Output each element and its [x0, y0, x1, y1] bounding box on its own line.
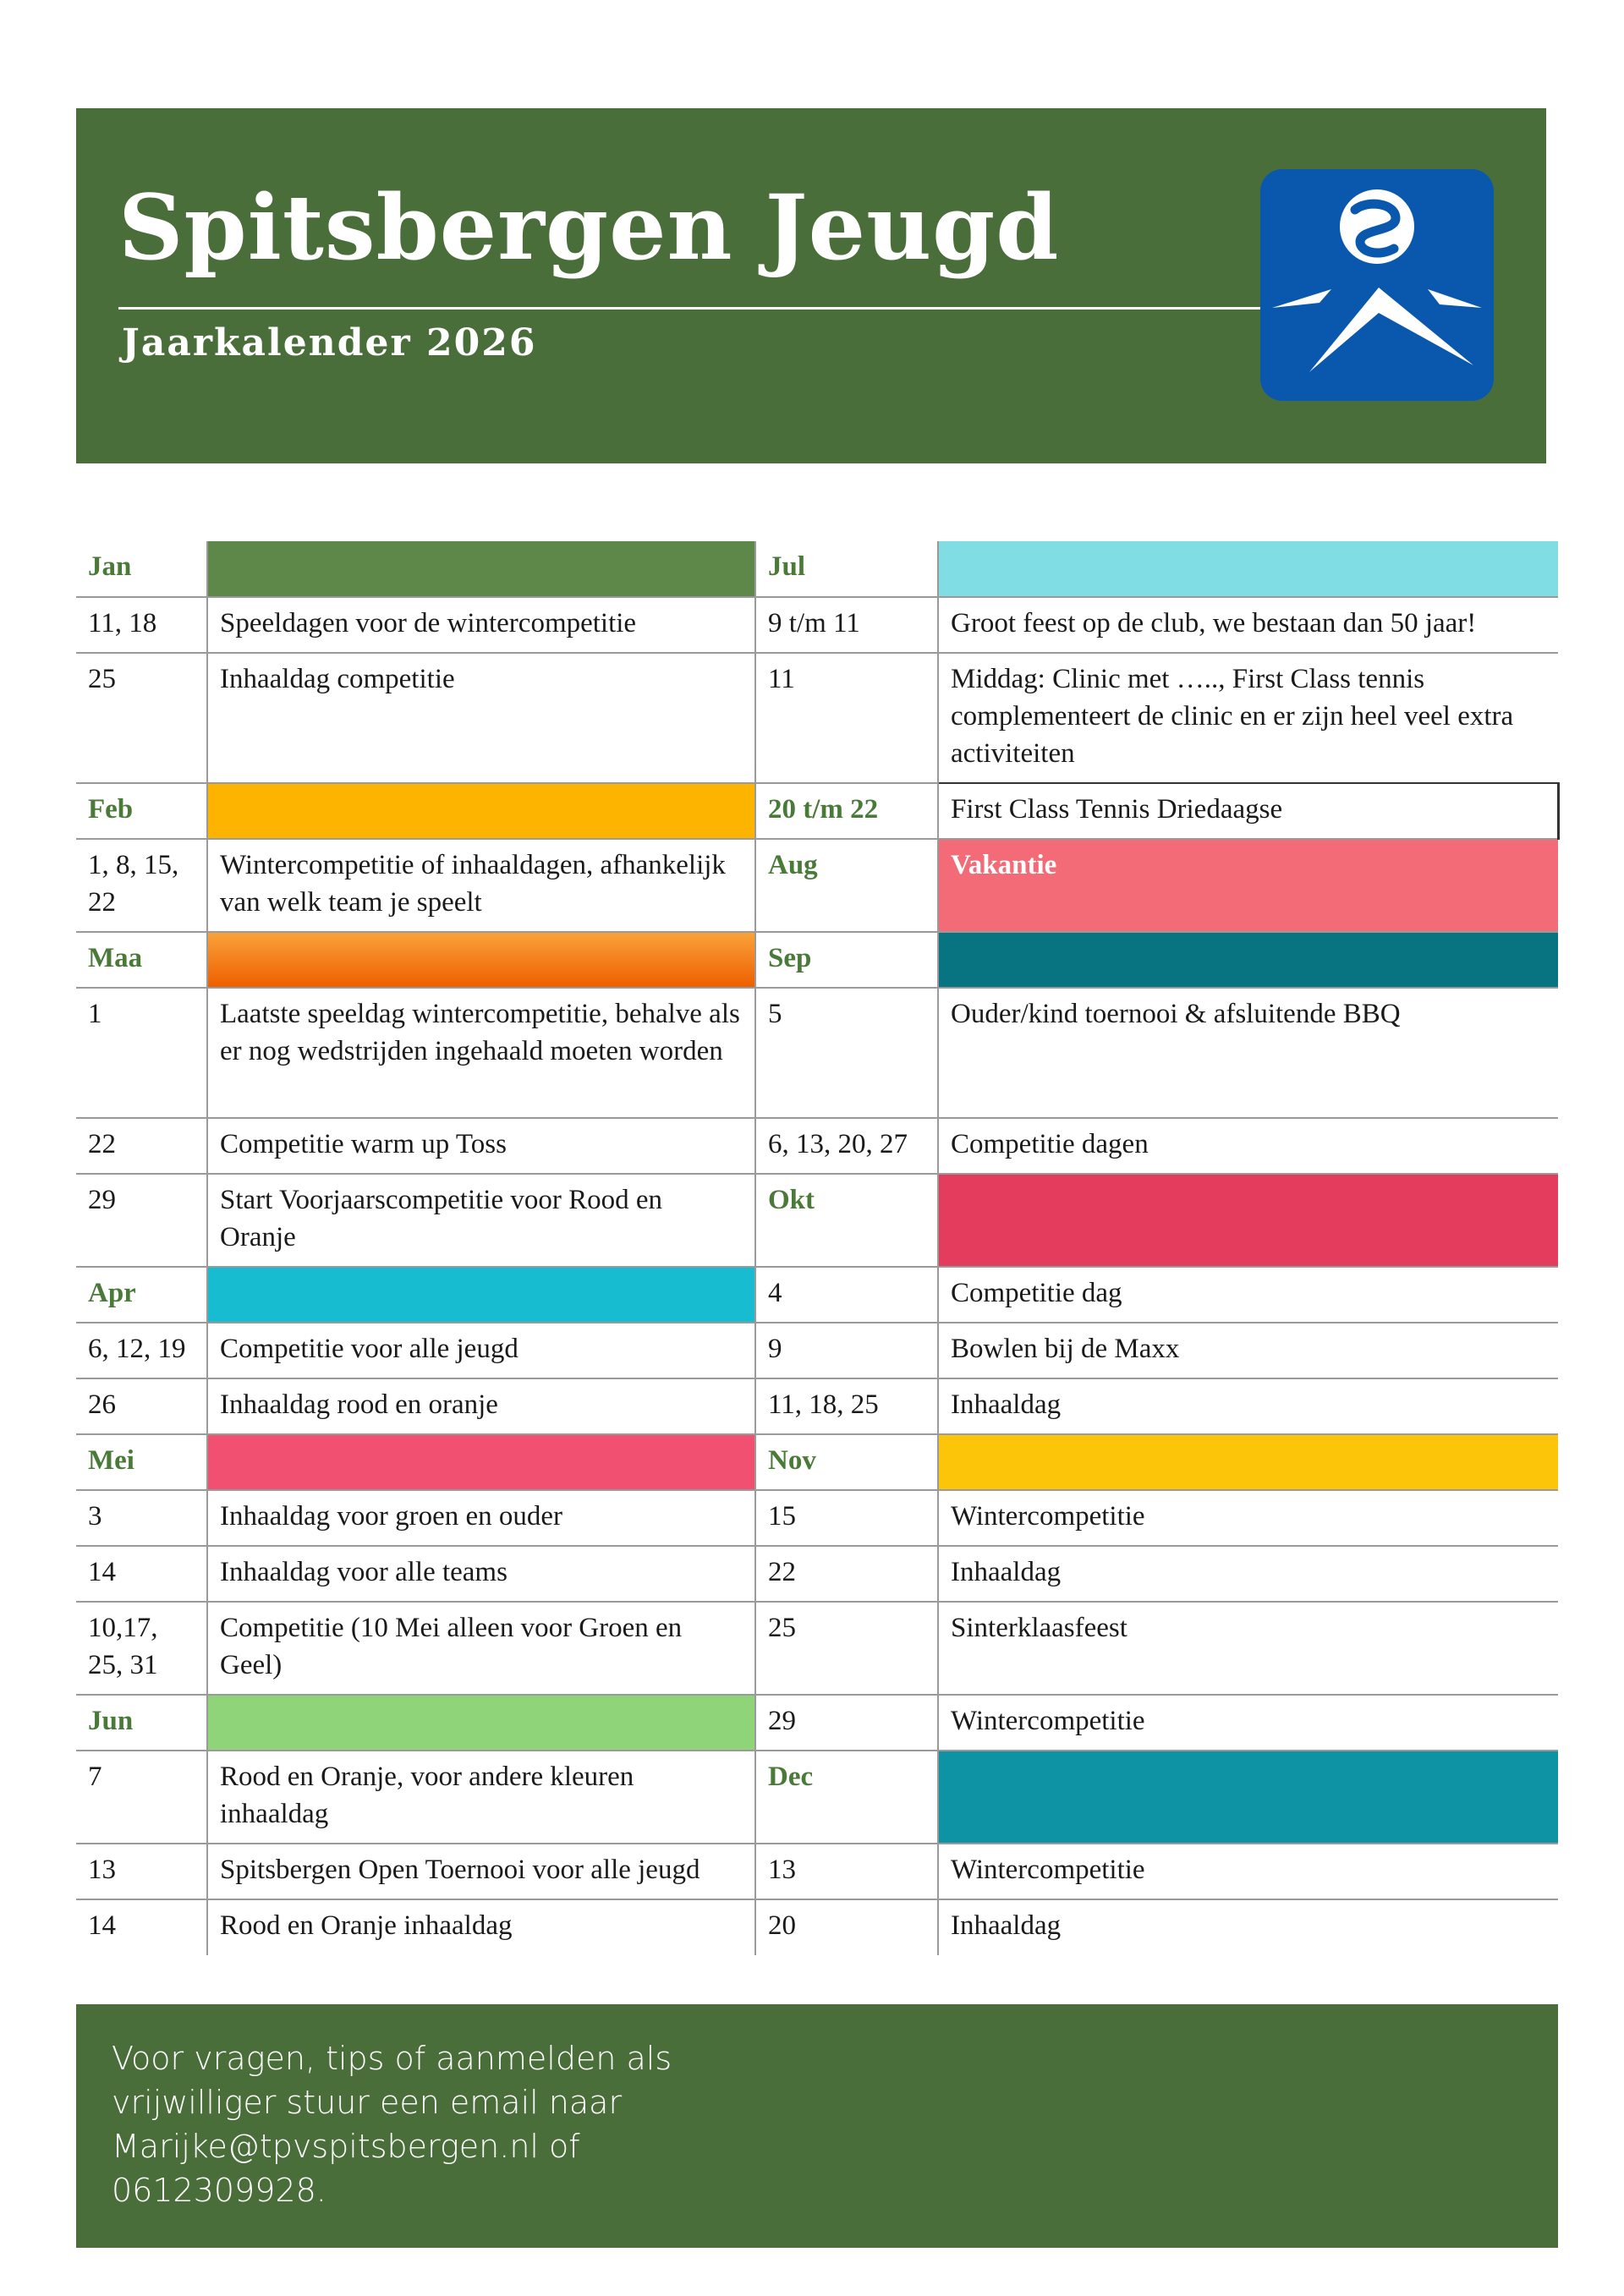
date-cell: 11: [755, 653, 938, 783]
date-cell: 1: [76, 988, 207, 1118]
date-cell: 9 t/m 11: [755, 597, 938, 653]
table-row: [76, 1844, 1558, 1899]
table-row: [76, 1378, 1558, 1434]
event-cell: Ouder/kind toernooi & afsluitende BBQ: [938, 988, 1558, 1118]
event-cell: Competitie (10 Mei alleen voor Groen en Geel): [207, 1602, 755, 1695]
table-row: [76, 988, 1558, 1118]
event-cell: Rood en Oranje, voor andere kleuren inhaaldag: [207, 1751, 755, 1844]
event-cell: Competitie voor alle jeugd: [207, 1323, 755, 1378]
event-cell: Inhaaldag competitie: [207, 653, 755, 783]
event-cell: Competitie warm up Toss: [207, 1118, 755, 1174]
event-cell: Inhaaldag rood en oranje: [207, 1378, 755, 1434]
contact-text: Voor vragen, tips of aanmelden als vrijwilliger stuur een email naar Marijke@tpvspitsbergen.nl of 0612309928.: [112, 2040, 672, 2209]
event-cell: Speeldagen voor de wintercompetitie: [207, 597, 755, 653]
month-color-band: [938, 1751, 1558, 1844]
date-cell: 29: [755, 1695, 938, 1751]
date-cell: 13: [76, 1844, 207, 1899]
event-cell: Start Voorjaarscompetitie voor Rood en Oranje: [207, 1174, 755, 1267]
month-label: Dec: [755, 1751, 938, 1844]
date-cell: 29: [76, 1174, 207, 1267]
event-cell: Bowlen bij de Maxx: [938, 1323, 1558, 1378]
table-row: [76, 783, 1558, 839]
date-cell: 13: [755, 1844, 938, 1899]
date-cell: 1, 8, 15, 22: [76, 839, 207, 932]
event-cell: Laatste speeldag wintercompetitie, behalve als er nog wedstrijden ingehaald moeten worden: [207, 988, 755, 1118]
month-label: Maa: [76, 932, 207, 988]
table-row: [76, 1118, 1558, 1174]
date-cell: 15: [755, 1490, 938, 1546]
spitsbergen-logo-icon: [1260, 169, 1494, 401]
table-row: [76, 1546, 1558, 1602]
table-row: [76, 1490, 1558, 1546]
month-label: Mei: [76, 1434, 207, 1490]
event-cell: Sinterklaasfeest: [938, 1602, 1558, 1695]
event-cell: Groot feest op de club, we bestaan dan 50 jaar!: [938, 597, 1558, 653]
vacation-cell: Vakantie: [938, 839, 1558, 932]
month-label: Aug: [755, 839, 938, 932]
contact-footer: [76, 2004, 1558, 2248]
month-label: Jan: [88, 551, 132, 582]
header-divider: [118, 307, 1345, 310]
month-label: Feb: [76, 783, 207, 839]
date-cell: 11, 18: [76, 597, 207, 653]
table-row: [76, 1267, 1558, 1323]
table-row: [76, 1695, 1558, 1751]
page-subtitle: Jaarkalender 2026: [122, 321, 537, 364]
month-color-band: [938, 932, 1558, 988]
date-cell: 14: [76, 1546, 207, 1602]
event-cell: Wintercompetitie: [938, 1490, 1558, 1546]
event-cell: Middag: Clinic met ….., First Class tennis complementeert de clinic en er zijn heel veel extra activiteiten: [938, 653, 1558, 783]
month-color-band: [207, 1267, 755, 1323]
event-cell: Inhaaldag: [938, 1378, 1558, 1434]
event-cell: Inhaaldag: [938, 1899, 1558, 1955]
table-row: [76, 1899, 1558, 1955]
date-cell: 6, 12, 19: [76, 1323, 207, 1378]
table-row: [76, 1751, 1558, 1844]
table-row: [76, 839, 1558, 932]
table-row: [76, 932, 1558, 988]
month-color-band: [938, 1174, 1558, 1267]
page-title: Spitsbergen Jeugd: [118, 174, 1060, 280]
date-cell: 5: [755, 988, 938, 1118]
date-cell: 22: [76, 1118, 207, 1174]
table-row: [76, 541, 1558, 597]
date-cell: 10,17, 25, 31: [76, 1602, 207, 1695]
date-cell: 6, 13, 20, 27: [755, 1118, 938, 1174]
table-row: [76, 1323, 1558, 1378]
month-label: Apr: [76, 1267, 207, 1323]
date-cell: 4: [755, 1267, 938, 1323]
table-row: [76, 653, 1558, 783]
table-row: [76, 1174, 1558, 1267]
date-cell: 14: [76, 1899, 207, 1955]
event-cell: Spitsbergen Open Toernooi voor alle jeugd: [207, 1844, 755, 1899]
month-label: Jun: [76, 1695, 207, 1751]
event-cell: Wintercompetitie: [938, 1844, 1558, 1899]
event-cell: Wintercompetitie of inhaaldagen, afhankelijk van welk team je speelt: [207, 839, 755, 932]
month-label: Jul: [755, 541, 938, 597]
month-color-band: [938, 1434, 1558, 1490]
month-label: Nov: [755, 1434, 938, 1490]
event-cell: Wintercompetitie: [938, 1695, 1558, 1751]
header-banner: [76, 108, 1546, 463]
table-row: [76, 597, 1558, 653]
event-cell: Inhaaldag voor groen en ouder: [207, 1490, 755, 1546]
month-color-band: [207, 1434, 755, 1490]
month-color-band: [207, 541, 755, 597]
month-label: Okt: [755, 1174, 938, 1267]
month-color-band: [938, 541, 1558, 597]
event-cell: First Class Tennis Driedaagse: [938, 783, 1558, 839]
date-cell: 7: [76, 1751, 207, 1844]
table-row: [76, 1434, 1558, 1490]
month-label: 20 t/m 22: [755, 783, 938, 839]
date-cell: 3: [76, 1490, 207, 1546]
month-color-band: [207, 1695, 755, 1751]
event-cell: Competitie dagen: [938, 1118, 1558, 1174]
date-cell: 11, 18, 25: [755, 1378, 938, 1434]
table-row: [76, 1602, 1558, 1695]
event-cell: Inhaaldag voor alle teams: [207, 1546, 755, 1602]
event-cell: Inhaaldag: [938, 1546, 1558, 1602]
date-cell: 26: [76, 1378, 207, 1434]
month-color-band: [207, 932, 755, 988]
date-cell: 25: [76, 653, 207, 783]
event-cell: Competitie dag: [938, 1267, 1558, 1323]
date-cell: 9: [755, 1323, 938, 1378]
event-cell: Rood en Oranje inhaaldag: [207, 1899, 755, 1955]
date-cell: 20: [755, 1899, 938, 1955]
month-color-band: [207, 783, 755, 839]
month-label: Sep: [755, 932, 938, 988]
year-calendar-table: [76, 541, 1560, 1955]
date-cell: 22: [755, 1546, 938, 1602]
date-cell: 25: [755, 1602, 938, 1695]
